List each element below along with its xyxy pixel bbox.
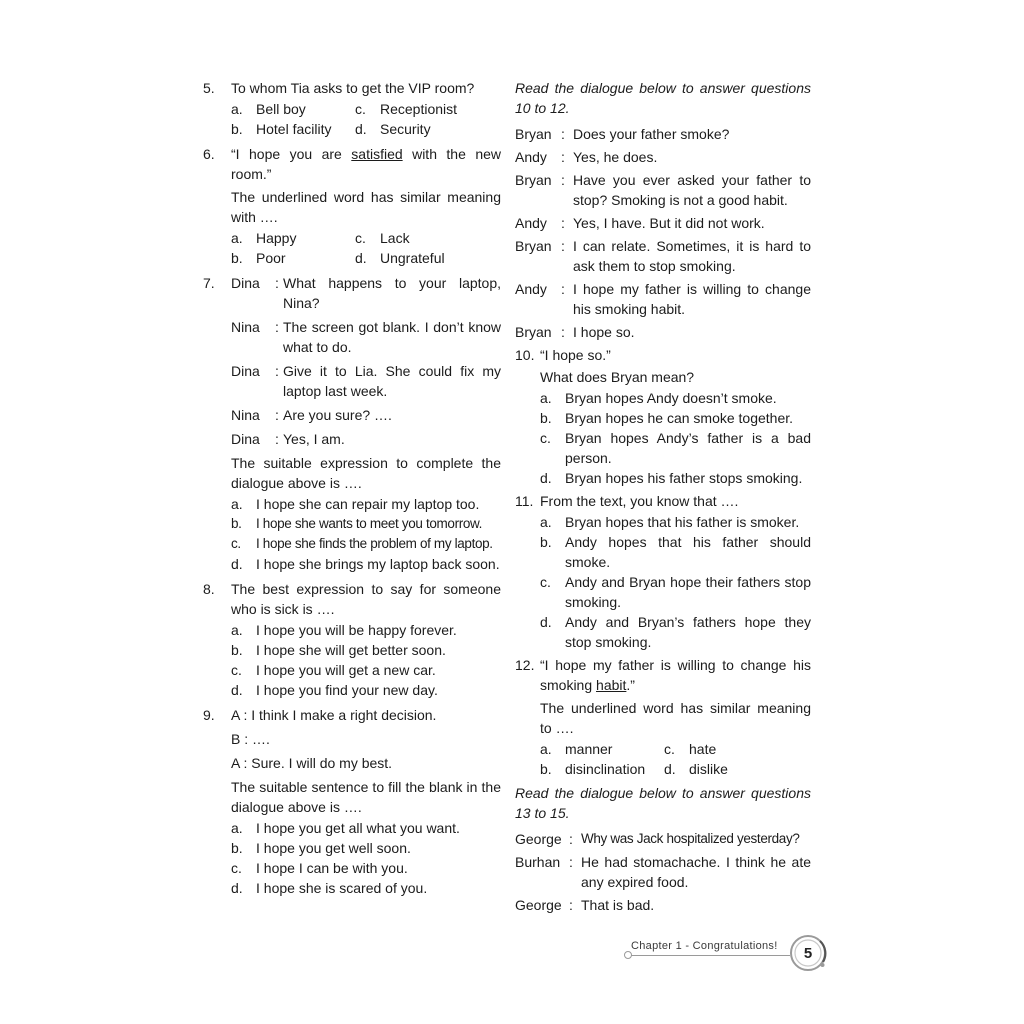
- dialogue-line: Andy : Yes, he does.: [515, 149, 658, 165]
- dialogue-line: Bryan : Does your father smoke?: [515, 126, 730, 142]
- question-prompt: What does Bryan mean?: [540, 369, 695, 385]
- dialogue-george-burhan: [515, 829, 811, 915]
- dialogue-line: B : ….: [231, 731, 270, 747]
- question-quote: “I hope you are satisfied with the new room.”: [231, 146, 502, 182]
- question-text: “I hope so.”: [540, 347, 611, 363]
- option-b: b. Hotel facility: [231, 121, 332, 137]
- question-prompt: The suitable expression to complete the dialogue above is ….: [231, 455, 501, 491]
- option-c: c. Bryan hopes Andy’s father is a bad person.: [540, 430, 811, 466]
- question-number: 5.: [203, 80, 215, 96]
- option-b: b. I hope you get well soon.: [231, 840, 411, 856]
- dialogue-bryan-andy: [515, 124, 811, 342]
- question-9: [203, 705, 501, 898]
- option-d: d. dislike: [664, 761, 728, 777]
- options: [540, 739, 811, 779]
- option-d: d. Andy and Bryan’s fathers hope they stop smoking.: [540, 614, 811, 650]
- option-b: b. disinclination: [540, 761, 646, 777]
- question-7: [203, 273, 501, 574]
- dialogue-line: Nina : Are you sure? ….: [231, 407, 392, 423]
- option-c: c. Andy and Bryan hope their fathers stop smoking.: [540, 574, 811, 610]
- question-number: 8.: [203, 581, 215, 597]
- page-number: 5: [803, 944, 813, 962]
- option-a: a. manner: [540, 741, 613, 757]
- option-c: c. I hope you will get a new car.: [231, 662, 436, 678]
- question-prompt: The suitable sentence to fill the blank in the dialogue above is ….: [231, 779, 501, 815]
- option-d: d. Bryan hopes his father stops smoking.: [540, 470, 803, 486]
- instruction-10-12: Read the dialogue below to answer questions 10 to 12.: [515, 80, 811, 116]
- dialogue-line: George : That is bad.: [515, 897, 655, 913]
- option-c: c. I hope she finds the problem of my laptop.: [231, 536, 493, 551]
- question-text: To whom Tia asks to get the VIP room?: [231, 80, 475, 96]
- instruction-13-15: Read the dialogue below to answer questions 13 to 15.: [515, 785, 811, 821]
- question-8: [203, 579, 501, 700]
- dialogue-line: A : Sure. I will do my best.: [231, 755, 393, 771]
- dialogue-line: Bryan : I hope so.: [515, 324, 635, 340]
- question-text: The best expression to say for someone who is sick is ….: [231, 581, 501, 617]
- right-column: [515, 78, 811, 918]
- option-b: b. I hope she wants to meet you tomorrow.: [231, 516, 483, 531]
- question-text: From the text, you know that ….: [540, 493, 739, 509]
- dialogue-line: A : I think I make a right decision.: [231, 707, 437, 723]
- option-d: d. Security: [355, 121, 431, 137]
- underlined-word: satisfied: [351, 146, 403, 162]
- option-b: b. Andy hopes that his father should smoke.: [540, 534, 811, 570]
- question-number: 11.: [515, 493, 534, 509]
- option-a: a. Happy: [231, 230, 297, 246]
- footer-dot-icon: [624, 951, 632, 959]
- option-a: a. Bryan hopes that his father is smoker.: [540, 514, 800, 530]
- dialogue-line: Bryan : I can relate. Sometimes, it is hard to ask them to stop smoking.: [515, 238, 811, 274]
- dialogue-line: Dina : Give it to Lia. She could fix my laptop last week.: [231, 363, 501, 399]
- left-column: [203, 78, 501, 903]
- question-quote: “I hope my father is willing to change his smoking habit.”: [540, 657, 811, 693]
- question-prompt: The underlined word has similar meaning to ….: [540, 700, 811, 736]
- dialogue-line: Andy : Yes, I have. But it did not work.: [515, 215, 765, 231]
- option-b: b. Bryan hopes he can smoke together.: [540, 410, 794, 426]
- dialogue-line: Burhan : He had stomachache. I think he ate any expired food.: [515, 854, 811, 890]
- option-a: a. I hope you get all what you want.: [231, 820, 460, 836]
- question-number: 9.: [203, 707, 215, 723]
- option-d: d. I hope she brings my laptop back soon.: [231, 556, 500, 572]
- dialogue-line: Nina : The screen got blank. I don’t know what to do.: [231, 319, 501, 355]
- footer-rule: [628, 955, 790, 956]
- question-11: [515, 491, 811, 652]
- question-prompt: The underlined word has similar meaning with ….: [231, 189, 501, 225]
- option-a: a. Bryan hopes Andy doesn’t smoke.: [540, 390, 777, 406]
- option-a: a. Bell boy: [231, 101, 306, 117]
- dialogue-line: Dina : Yes, I am.: [231, 431, 345, 447]
- option-c: c. hate: [664, 741, 717, 757]
- options: [231, 99, 501, 139]
- option-c: c. Receptionist: [355, 101, 458, 117]
- question-number: 10.: [515, 347, 535, 363]
- question-number: 6.: [203, 146, 215, 162]
- question-number: 7.: [203, 275, 215, 291]
- dialogue-line: Bryan : Have you ever asked your father to stop? Smoking is not a good habit.: [515, 172, 811, 208]
- dialogue-line: Dina : What happens to your laptop, Nina?: [231, 275, 501, 311]
- option-d: d. Ungrateful: [355, 250, 445, 266]
- dialogue-line: Andy : I hope my father is willing to change his smoking habit.: [515, 281, 811, 317]
- question-6: [203, 144, 501, 268]
- underlined-word: habit: [596, 677, 627, 693]
- question-10: [515, 345, 811, 488]
- dialogue-line: George : Why was Jack hospitalized yesterday?: [515, 831, 800, 847]
- options: [231, 228, 501, 268]
- question-5: [203, 78, 501, 139]
- option-a: a. I hope she can repair my laptop too.: [231, 496, 480, 512]
- option-a: a. I hope you will be happy forever.: [231, 622, 457, 638]
- option-d: d. I hope you find your new day.: [231, 682, 438, 698]
- option-c: c. Lack: [355, 230, 410, 246]
- option-b: b. Poor: [231, 250, 286, 266]
- option-d: d. I hope she is scared of you.: [231, 880, 428, 896]
- chapter-title: Chapter 1 - Congratulations!: [631, 940, 778, 952]
- option-c: c. I hope I can be with you.: [231, 860, 408, 876]
- option-b: b. I hope she will get better soon.: [231, 642, 446, 658]
- question-12: [515, 655, 811, 779]
- question-number: 12.: [515, 657, 535, 673]
